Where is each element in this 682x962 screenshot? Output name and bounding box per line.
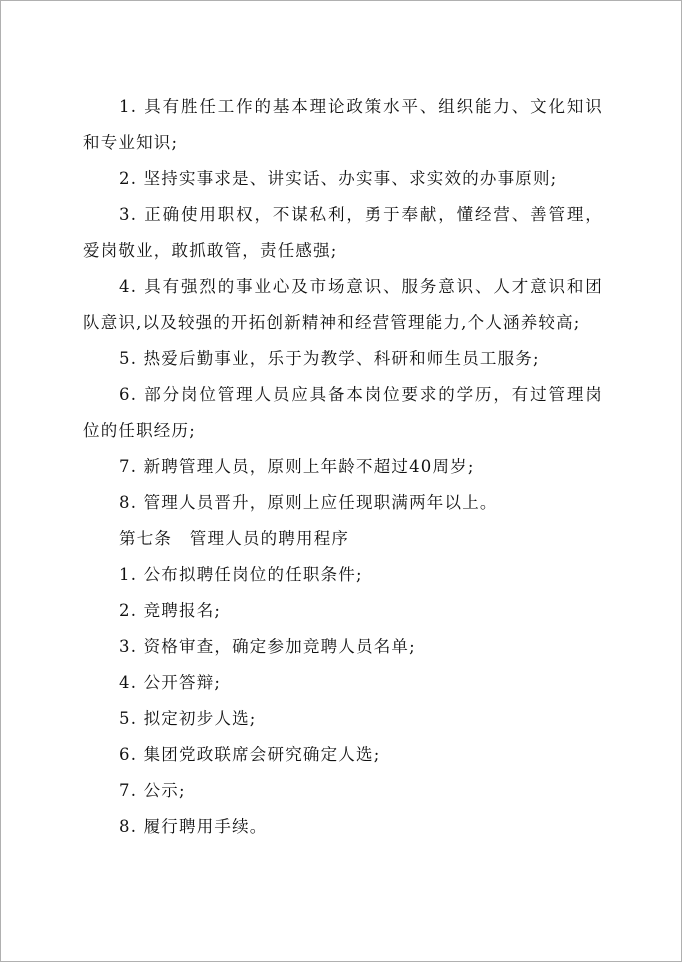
paragraph-requirement-1: 1. 具有胜任工作的基本理论政策水平、组织能力、文化知识和专业知识;	[83, 97, 603, 152]
paragraph-requirement-3: 3. 正确使用职权，不谋私利，勇于奉献，懂经营、善管理，爱岗敬业，敢抓敢管，责任感强;	[83, 205, 603, 260]
paragraph-requirement-4: 4. 具有强烈的事业心及市场意识、服务意识、人才意识和团队意识,以及较强的开拓创新精神和经营管理能力,个人涵养较高;	[83, 277, 603, 332]
paragraph-requirement-2: 2. 坚持实事求是、讲实话、办实事、求实效的办事原则;	[119, 169, 558, 188]
section-heading-article-7: 第七条 管理人员的聘用程序	[119, 529, 350, 548]
paragraph-procedure-6: 6. 集团党政联席会研究确定人选;	[119, 745, 381, 764]
document-body	[83, 89, 603, 845]
paragraph-procedure-2: 2. 竞聘报名;	[119, 601, 222, 620]
paragraph-procedure-3: 3. 资格审查，确定参加竞聘人员名单;	[119, 637, 416, 656]
paragraph-procedure-4: 4. 公开答辩;	[119, 673, 222, 692]
paragraph-requirement-7: 7. 新聘管理人员，原则上年龄不超过40周岁;	[119, 457, 475, 476]
paragraph-requirement-6: 6. 部分岗位管理人员应具备本岗位要求的学历，有过管理岗位的任职经历;	[83, 385, 603, 440]
paragraph-procedure-5: 5. 拟定初步人选;	[119, 709, 257, 728]
paragraph-procedure-8: 8. 履行聘用手续。	[119, 817, 268, 836]
paragraph-procedure-7: 7. 公示;	[119, 781, 186, 800]
paragraph-procedure-1: 1. 公布拟聘任岗位的任职条件;	[119, 565, 363, 584]
paragraph-requirement-8: 8. 管理人员晋升，原则上应任现职满两年以上。	[119, 493, 498, 512]
paragraph-requirement-5: 5. 热爱后勤事业，乐于为教学、科研和师生员工服务;	[119, 349, 540, 368]
